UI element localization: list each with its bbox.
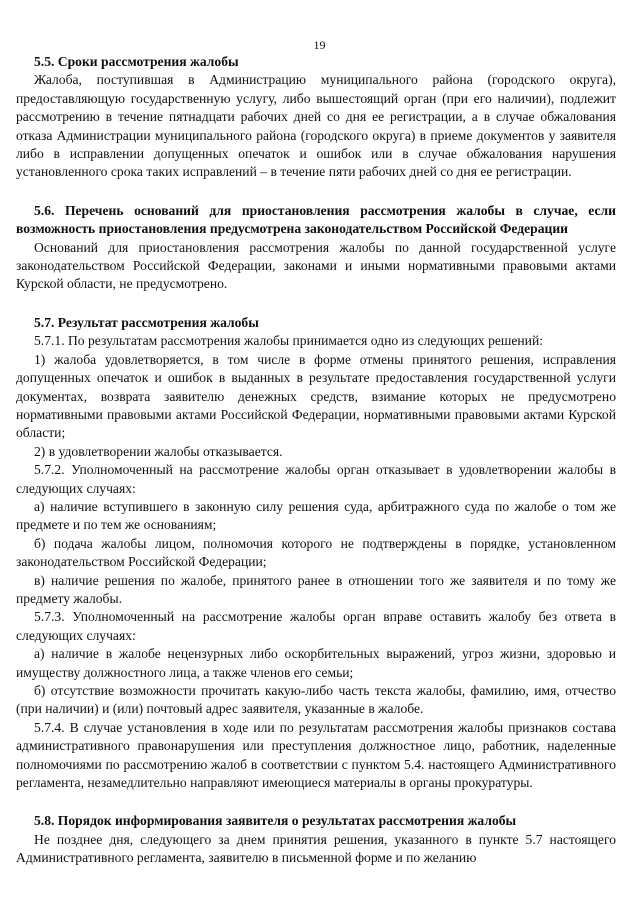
document-body xyxy=(16,53,616,868)
paragraph: 5.7.2. Уполномоченный на рассмотрение жалобы орган отказывает в удовлетворении жалобы в следующих случаях: xyxy=(16,462,616,496)
paragraph: 2) в удовлетворении жалобы отказывается. xyxy=(34,443,283,459)
section-heading: 5.7. Результат рассмотрения жалобы xyxy=(34,314,259,330)
paragraph: 1) жалоба удовлетворяется, в том числе в форме отмены принятого решения, исправления допущенных опечаток и ошибок в выданных в результате предоставления государственной услуги документах, возврата заявителю денежных средств, взимание которых не предусмотрено нормативными правовыми актами Российской Федерации, нормативными правовыми актами Курской области; xyxy=(16,351,616,441)
section-heading: 5.8. Порядок информирования заявителя о результатах рассмотрения жалобы xyxy=(34,813,517,829)
paragraph: 5.7.1. По результатам рассмотрения жалобы принимается одно из следующих решений: xyxy=(34,333,544,349)
paragraph: Оснований для приостановления рассмотрения жалобы по данной государственной услуге законодательством Российской Федерации, законами и иными нормативными правовыми актами Курской области, не предусмотрено. xyxy=(16,239,616,292)
section-heading: 5.6. Перечень оснований для приостановления рассмотрения жалобы в случае, если возможность приостановления предусмотрена законодательством Российской Федерации xyxy=(16,202,616,237)
section-5-5 xyxy=(16,53,616,182)
section-5-7 xyxy=(16,314,616,793)
section-heading: 5.5. Сроки рассмотрения жалобы xyxy=(34,54,239,69)
paragraph: б) подача жалобы лицом, полномочия которого не подтверждены в порядке, установленном законодательством Российской Федерации; xyxy=(16,535,616,570)
section-5-8 xyxy=(16,812,616,867)
paragraph: 5.7.3. Уполномоченный на рассмотрение жалобы орган вправе оставить жалобу без ответа в следующих случаях: xyxy=(16,609,616,643)
paragraph: 5.7.4. В случае установления в ходе или по результатам рассмотрения жалобы признаков состава административного правонарушения или преступления должностное лицо, работник, наделенные полномочиями по рассмотрению жалоб в соответствии с пунктом 5.4. настоящего Административного регламента, незамедлительно направляют имеющиеся материалы в органы прокуратуры. xyxy=(16,719,616,791)
paragraph: а) наличие в жалобе нецензурных либо оскорбительных выражений, угроз жизни, здоровью и имуществу должностного лица, а также членов его семьи; xyxy=(16,646,616,680)
paragraph: Не позднее дня, следующего за днем принятия решения, указанного в пункте 5.7 настоящего Административного регламента, заявителю в письменной форме и по желанию xyxy=(16,831,616,866)
paragraph: Жалоба, поступившая в Администрацию муниципального района (городского округа), предоставляющую государственную услугу, либо вышестоящий орган (при его наличии), подлежит рассмотрению в течение пятнадцати рабочих дней со дня ее регистрации, а в случае обжалования отказа Администрации муниципального района (городского округа) в приеме документов у заявителя либо в исправлении допущенных опечаток и ошибок или в случае обжалования нарушения установленного срока таких исправлений – в течение пяти рабочих дней со дня ее регистрации. xyxy=(16,72,616,180)
paragraph: а) наличие вступившего в законную силу решения суда, арбитражного суда по жалобе о том же предмете и по тем же основаниям; xyxy=(16,498,616,533)
paragraph: в) наличие решения по жалобе, принятого ранее в отношении того же заявителя и по тому же предмету жалобы. xyxy=(16,572,616,606)
section-5-6 xyxy=(16,202,616,294)
paragraph: б) отсутствие возможности прочитать какую-либо часть текста жалобы, фамилию, имя, отчество (при наличии) и (или) почтовый адрес заявителя, указанные в жалобе. xyxy=(16,683,616,717)
page-number: 19 xyxy=(313,38,326,52)
